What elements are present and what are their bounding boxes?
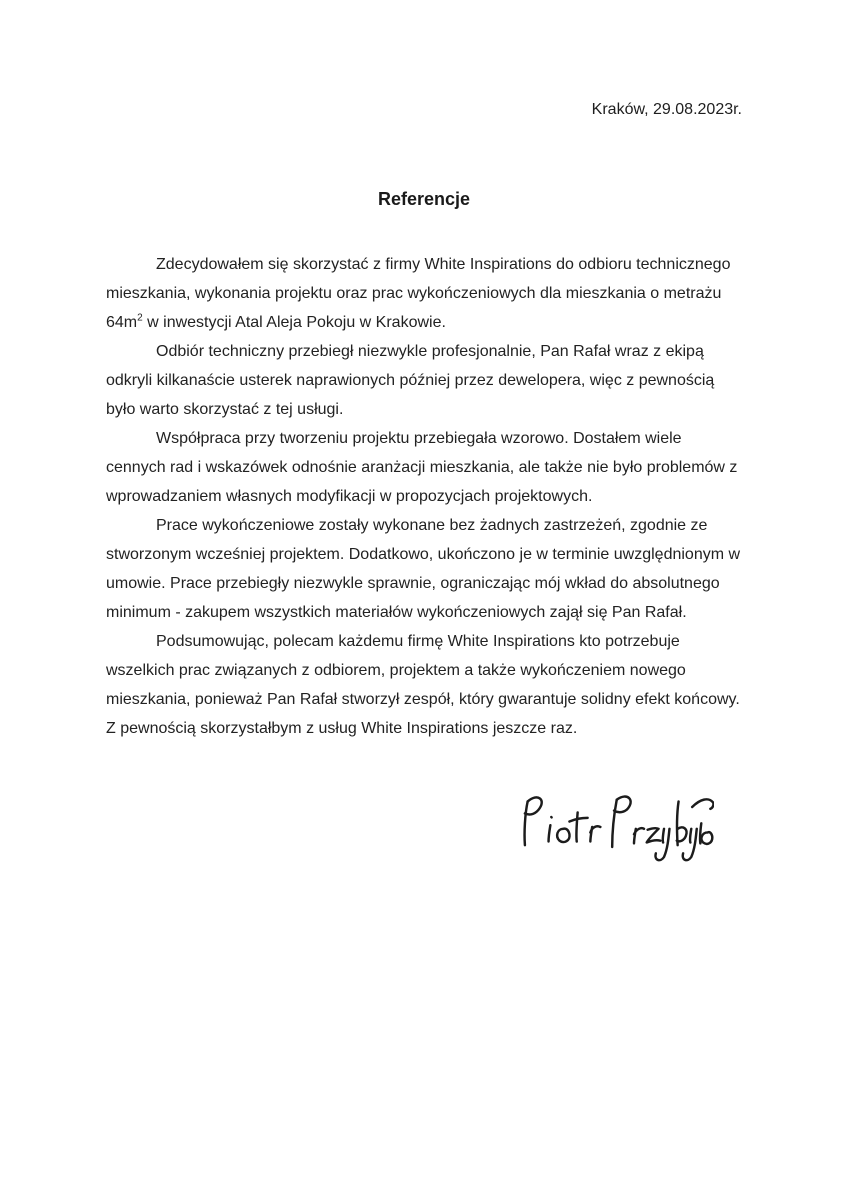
letter-body [106, 250, 742, 743]
paragraph-1-text: Zdecydowałem się skorzystać z firmy White Inspirations do odbioru technicznego mieszkania, wykonania projektu oraz prac wykończeniowych dla mieszkania o metrażu 64m [106, 256, 731, 331]
paragraph-1 [106, 250, 742, 337]
superscript-square-meters: 2 [137, 312, 143, 324]
date-line: Kraków, 29.08.2023r. [591, 101, 742, 118]
paragraph-3: Współpraca przy tworzeniu projektu przebiegała wzorowo. Dostałem wiele cennych rad i wskazówek odnośnie aranżacji mieszkania, ale także nie było problemów z wprowadzaniem własnych modyfikacji w propozycjach projektowych. [106, 430, 738, 505]
handwritten-signature [514, 785, 714, 869]
signature-icon [514, 785, 714, 869]
paragraph-5: Podsumowując, polecam każdemu firmę White Inspirations kto potrzebuje wszelkich prac związanych z odbiorem, projektem a także wykończeniem nowego mieszkania, ponieważ Pan Rafał stworzył zespół, który gwarantuje solidny efekt końcowy. Z pewnością skorzystałbym z usług White Inspirations jeszcze raz. [106, 633, 740, 737]
letter-title: Referencje [377, 189, 471, 209]
paragraph-1-text-after: w inwestycji Atal Aleja Pokoju w Krakowie. [142, 314, 446, 331]
paragraph-2: Odbiór techniczny przebiegł niezwykle profesjonalnie, Pan Rafał wraz z ekipą odkryli kilkanaście usterek naprawionych później przez dewelopera, więc z pewnością było warto skorzystać z tej usługi. [106, 343, 715, 418]
paragraph-4: Prace wykończeniowe zostały wykonane bez żadnych zastrzeżeń, zgodnie ze stworzonym wcześniej projektem. Dodatkowo, ukończono je w terminie uwzględnionym w umowie. Prace przebiegły niezwykle sprawnie, ograniczając mój wkład do absolutnego minimum - zakupem wszystkich materiałów wykończeniowych zajął się Pan Rafał. [106, 517, 741, 621]
letter-content [106, 0, 742, 869]
